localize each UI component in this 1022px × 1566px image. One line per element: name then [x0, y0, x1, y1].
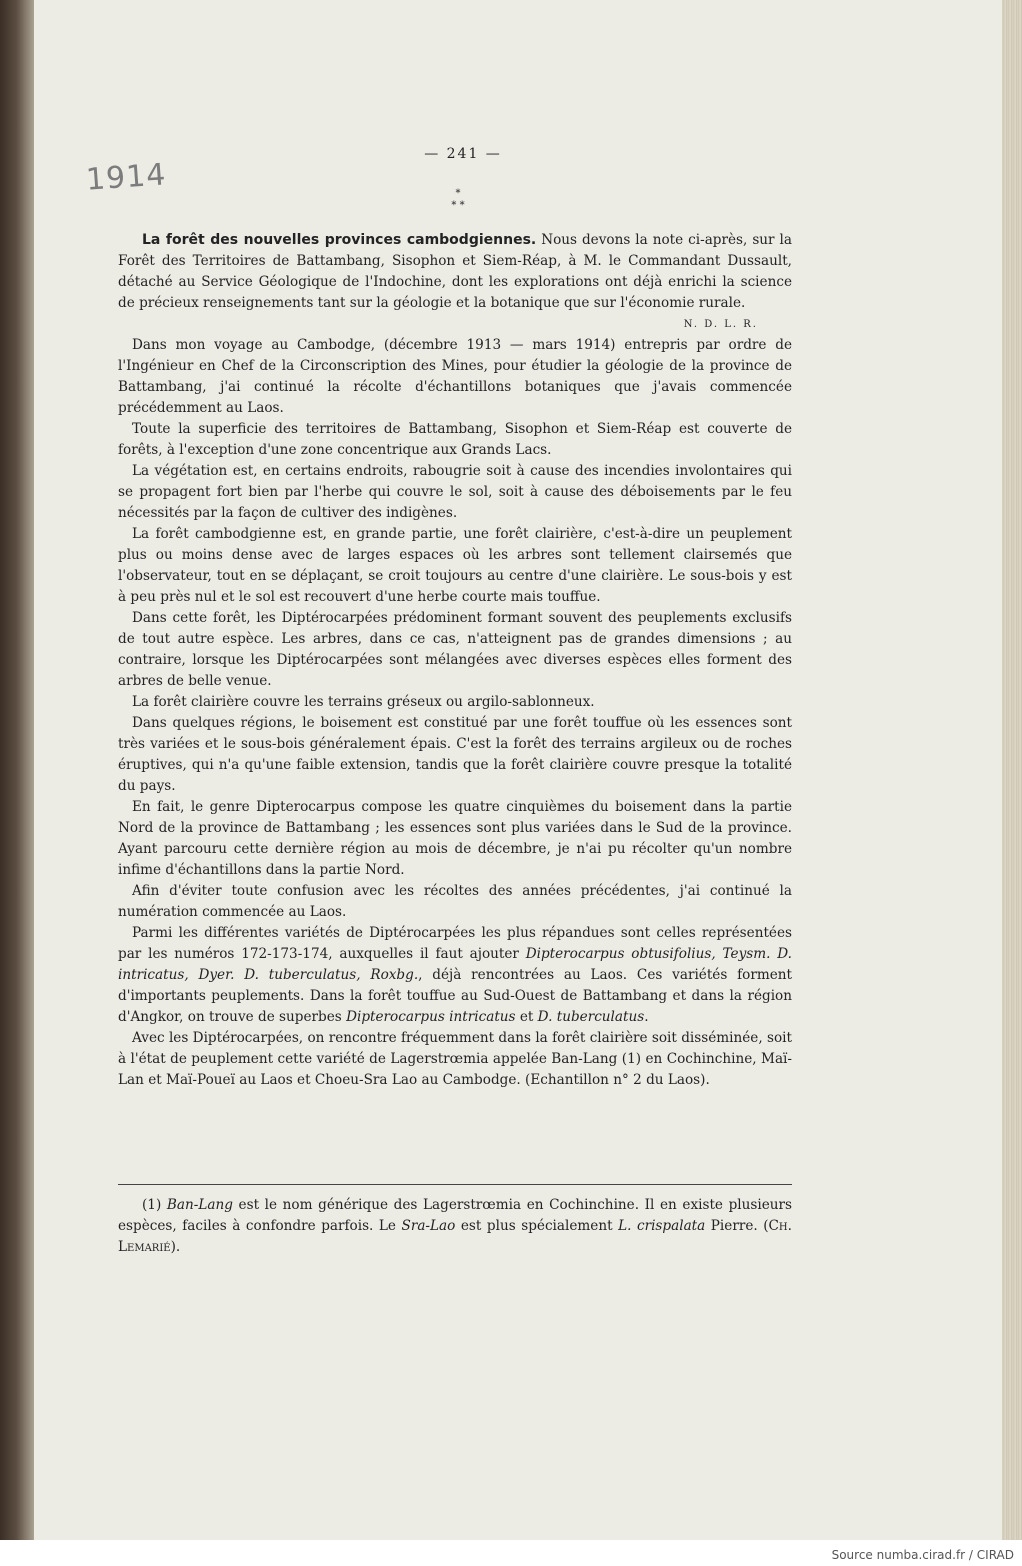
paragraph-11: Avec les Diptérocarpées, on rencontre fréquemment dans la forêt clairière soit disséminée, soit à l'état de peuplement cette variété de Lagerstrœmia appelée Ban-Lang (1) en Cochinchine, Maï-Lan et Maï-Poueï au Laos et Choeu-Sra Lao au Cambodge. (Echantillon n° 2 du Laos). — [118, 1030, 792, 1088]
footnotes — [118, 1184, 792, 1258]
source-caption: Source numba.cirad.fr / CIRAD — [831, 1548, 1014, 1562]
p10-species-3: D. tuberculatus — [537, 1009, 645, 1025]
p10-species-1: Dipterocarpus obtusifolius, Teysm. D. intricatus, Dyer. D. tuberculatus, Roxbg. — [118, 946, 792, 983]
paragraph-10 — [118, 923, 792, 1028]
paragraph-8: En fait, le genre Dipterocarpus compose les quatre cinquièmes du boisement dans la partie Nord de la province de Battambang ; les essences sont plus variées dans le Sud de la province. Ayant parcouru cette dernière région au mois de décembre, je n'ai pu récolter qu'un nombre infime d'échantillons dans la partie Nord. — [118, 799, 792, 878]
footnote-text-2: est plus spécialement — [455, 1218, 619, 1234]
footnote-marker: (1) — [142, 1197, 167, 1213]
paragraph-2: Toute la superficie des territoires de Battambang, Sisophon et Siem-Réap est couverte de forêts, à l'exception d'une zone concentrique aux Grands Lacs. — [118, 421, 792, 458]
p10-text-2: , déjà rencontrées au Laos. Ces variétés forment d'importants peuplements. Dans la forêt touffue au Sud-Ouest de Battambang et dans la région d'Angkor, on trouve de superbes — [118, 967, 792, 1025]
footnote-term-2: Sra-Lao — [401, 1218, 456, 1234]
footnote-text-4: ). — [170, 1239, 181, 1255]
paragraph-4: La forêt cambodgienne est, en grande partie, une forêt clairière, c'est-à-dire un peuplement plus ou moins dense avec de larges espaces où les arbres sont tellement clairsemés que l'observateur, tout en se déplaçant, se croit toujours au centre d'une clairière. Le sous-bois y est à peu près nul et le sol est recouvert d'une herbe courte mais touffue. — [118, 526, 792, 605]
footnote-text-1: est le nom générique des Lagerstrœmia en Cochinchine. Il en existe plusieurs espèces, faciles à confondre parfois. Le — [118, 1197, 792, 1234]
paragraph-7: Dans quelques régions, le boisement est constitué par une forêt touffue où les essences sont très variées et le sous-bois généralement épais. C'est la forêt des terrains argileux ou de roches éruptives, qui n'a qu'une faible extension, tandis que la forêt clairière couvre presque la totalité du pays. — [118, 715, 792, 794]
footnote-rule — [118, 1184, 792, 1185]
footnote-text-3: Pierre. ( — [705, 1218, 769, 1234]
paragraph-5: Dans cette forêt, les Diptérocarpées prédominent formant souvent des peuplements exclusifs de tout autre espèce. Les arbres, dans ce cas, n'atteignent pas de grandes dimensions ; au contraire, lorsque les Diptérocarpées sont mélangées avec diverses espèces elles forment des arbres de belle venue. — [118, 610, 792, 689]
intro-text: Nous devons la note ci-après, sur la Forêt des Territoires de Battambang, Sisophon et Siem-Réap, à M. le Commandant Dussault, détaché au Service Géologique de l'Indochine, dont les explorations ont déjà enrichi la science de précieux renseignements tant sur la géologie et la botanique que sur l'économie rurale. — [118, 232, 792, 311]
paragraph-1: Dans mon voyage au Cambodge, (décembre 1913 — mars 1914) entrepris par ordre de l'Ingénieur en Chef de la Circonscription des Mines, pour étudier la géologie de la province de Battambang, j'ai continué la récolte d'échantillons botaniques que j'avais commencée précédemment au Laos. — [118, 337, 792, 416]
p10-text-3: et — [515, 1009, 538, 1025]
editor-introduction — [118, 230, 792, 314]
footnote-1 — [118, 1195, 792, 1258]
p10-species-2: Dipterocarpus intricatus — [346, 1009, 516, 1025]
article-title: La forêt des nouvelles provinces cambodgiennes. — [142, 232, 537, 248]
paragraph-3: La végétation est, en certains endroits, rabougrie soit à cause des incendies involontaires qui se propagent fort bien par l'herbe qui couvre le sol, soit à cause des déboisements par le feu nécessités par la façon de cultiver des indigènes. — [118, 463, 792, 521]
paragraph-9: Afin d'éviter toute confusion avec les récoltes des années précédentes, j'ai continué la numération commencée au Laos. — [118, 883, 792, 920]
asterism-bottom: * * — [451, 200, 465, 211]
footnote-author: Ch. Lemarié — [118, 1218, 792, 1255]
footnote-term-3: L. crispalata — [618, 1218, 706, 1234]
paragraph-6: La forêt clairière couvre les terrains gréseux ou argilo-sablonneux. — [132, 694, 595, 710]
page-number: — 241 — — [424, 146, 502, 162]
book-page — [34, 0, 1002, 1540]
footnote-term-1: Ban-Lang — [166, 1197, 233, 1213]
editor-signature: N. D. L. R. — [683, 319, 758, 330]
p10-text-1: Parmi les différentes variétés de Diptérocarpées les plus répandues sont celles représentées par les numéros 172-173-174, auxquelles il faut ajouter — [118, 925, 792, 962]
section-asterism — [438, 188, 478, 212]
asterism-top: * — [455, 188, 461, 199]
article-body — [118, 230, 792, 1091]
p10-text-4: . — [644, 1009, 649, 1025]
handwritten-year-note: 1914 — [84, 157, 168, 198]
